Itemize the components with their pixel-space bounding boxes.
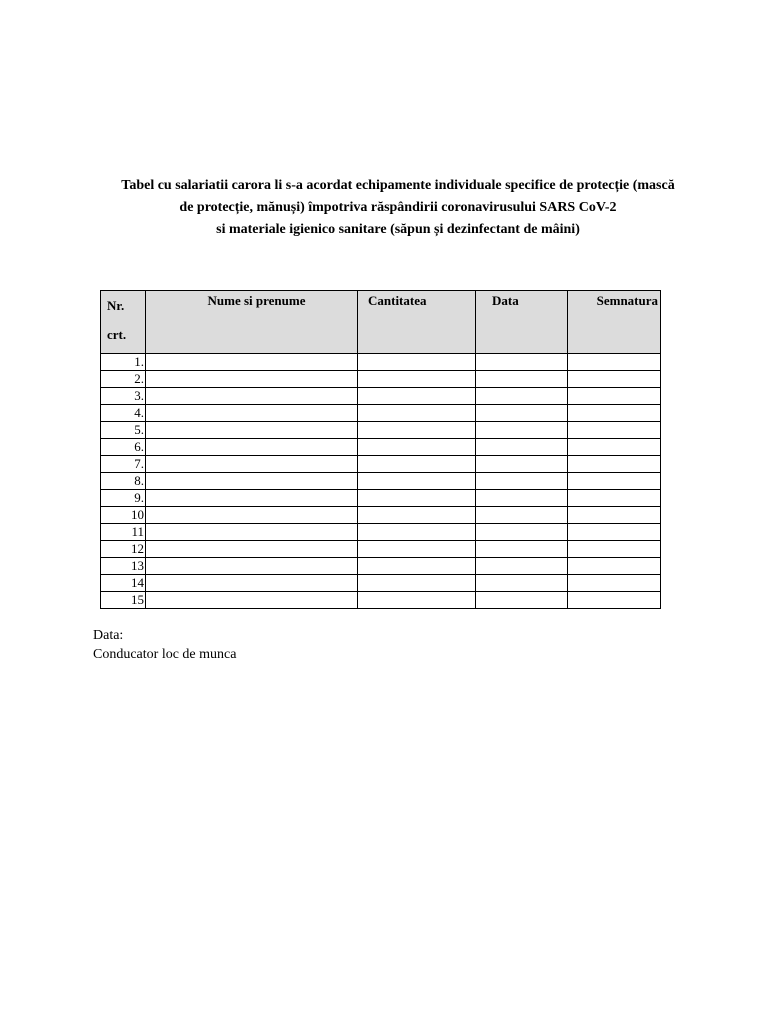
header-nr-line2: crt. — [107, 327, 127, 342]
cell-cantitatea[interactable] — [358, 388, 476, 405]
header-cantitatea: Cantitatea — [358, 291, 476, 354]
cell-semnatura[interactable] — [568, 354, 661, 371]
cell-nume[interactable] — [146, 405, 358, 422]
cell-cantitatea[interactable] — [358, 439, 476, 456]
title-line-3: si materiale igienico sanitare (săpun și dezinfectant de mâini) — [216, 222, 580, 237]
cell-semnatura[interactable] — [568, 473, 661, 490]
cell-semnatura[interactable] — [568, 524, 661, 541]
table-row — [101, 388, 661, 405]
table-row — [101, 541, 661, 558]
cell-semnatura[interactable] — [568, 388, 661, 405]
cell-nume[interactable] — [146, 541, 358, 558]
employee-protection-table — [100, 290, 661, 609]
row-number: 5. — [101, 422, 146, 439]
cell-semnatura[interactable] — [568, 575, 661, 592]
table-row — [101, 507, 661, 524]
cell-nume[interactable] — [146, 592, 358, 609]
row-number: 15 — [101, 592, 146, 609]
table-row — [101, 524, 661, 541]
row-number: 4. — [101, 405, 146, 422]
table-row — [101, 490, 661, 507]
footer-data-label: Data: — [93, 628, 124, 643]
cell-data[interactable] — [476, 507, 568, 524]
table-row — [101, 371, 661, 388]
cell-nume[interactable] — [146, 354, 358, 371]
cell-data[interactable] — [476, 456, 568, 473]
table-row — [101, 592, 661, 609]
table-header-row — [101, 291, 661, 354]
row-number: 2. — [101, 371, 146, 388]
cell-nume[interactable] — [146, 558, 358, 575]
row-number: 8. — [101, 473, 146, 490]
cell-nume[interactable] — [146, 456, 358, 473]
document-footer — [93, 626, 236, 664]
row-number: 10 — [101, 507, 146, 524]
cell-semnatura[interactable] — [568, 371, 661, 388]
cell-cantitatea[interactable] — [358, 354, 476, 371]
cell-cantitatea[interactable] — [358, 371, 476, 388]
cell-semnatura[interactable] — [568, 541, 661, 558]
cell-nume[interactable] — [146, 439, 358, 456]
row-number: 12 — [101, 541, 146, 558]
table-row — [101, 422, 661, 439]
row-number: 6. — [101, 439, 146, 456]
cell-nume[interactable] — [146, 388, 358, 405]
header-nr-crt — [101, 291, 146, 354]
row-number: 13 — [101, 558, 146, 575]
table-row — [101, 354, 661, 371]
cell-data[interactable] — [476, 388, 568, 405]
cell-semnatura[interactable] — [568, 422, 661, 439]
cell-data[interactable] — [476, 405, 568, 422]
cell-cantitatea[interactable] — [358, 456, 476, 473]
cell-semnatura[interactable] — [568, 490, 661, 507]
cell-data[interactable] — [476, 439, 568, 456]
cell-semnatura[interactable] — [568, 439, 661, 456]
cell-cantitatea[interactable] — [358, 405, 476, 422]
table-row — [101, 558, 661, 575]
header-semnatura: Semnatura — [568, 291, 661, 354]
row-number: 14 — [101, 575, 146, 592]
table-row — [101, 456, 661, 473]
cell-nume[interactable] — [146, 507, 358, 524]
cell-semnatura[interactable] — [568, 558, 661, 575]
cell-nume[interactable] — [146, 575, 358, 592]
cell-nume[interactable] — [146, 473, 358, 490]
cell-cantitatea[interactable] — [358, 558, 476, 575]
footer-conducator-label: Conducator loc de munca — [93, 647, 237, 662]
cell-data[interactable] — [476, 422, 568, 439]
cell-data[interactable] — [476, 558, 568, 575]
cell-cantitatea[interactable] — [358, 592, 476, 609]
row-number: 3. — [101, 388, 146, 405]
cell-nume[interactable] — [146, 422, 358, 439]
title-line-2: de protecție, mănuși) împotriva răspândirii coronavirusului SARS CoV-2 — [179, 200, 617, 215]
cell-data[interactable] — [476, 541, 568, 558]
cell-nume[interactable] — [146, 524, 358, 541]
cell-data[interactable] — [476, 371, 568, 388]
cell-nume[interactable] — [146, 490, 358, 507]
row-number: 1. — [101, 354, 146, 371]
cell-cantitatea[interactable] — [358, 473, 476, 490]
table-row — [101, 405, 661, 422]
cell-semnatura[interactable] — [568, 456, 661, 473]
header-data: Data — [476, 291, 568, 354]
cell-cantitatea[interactable] — [358, 541, 476, 558]
table-row — [101, 575, 661, 592]
row-number: 9. — [101, 490, 146, 507]
cell-semnatura[interactable] — [568, 592, 661, 609]
cell-data[interactable] — [476, 592, 568, 609]
cell-cantitatea[interactable] — [358, 507, 476, 524]
cell-nume[interactable] — [146, 371, 358, 388]
cell-data[interactable] — [476, 575, 568, 592]
cell-data[interactable] — [476, 490, 568, 507]
row-number: 11 — [101, 524, 146, 541]
cell-cantitatea[interactable] — [358, 575, 476, 592]
header-nr-line1: Nr. — [107, 298, 125, 313]
cell-semnatura[interactable] — [568, 507, 661, 524]
cell-cantitatea[interactable] — [358, 422, 476, 439]
cell-data[interactable] — [476, 473, 568, 490]
cell-semnatura[interactable] — [568, 405, 661, 422]
table-row — [101, 473, 661, 490]
table-row — [101, 439, 661, 456]
row-number: 7. — [101, 456, 146, 473]
cell-data[interactable] — [476, 524, 568, 541]
header-nume-prenume: Nume si prenume — [146, 291, 358, 354]
cell-cantitatea[interactable] — [358, 524, 476, 541]
cell-cantitatea[interactable] — [358, 490, 476, 507]
document-title — [60, 175, 736, 241]
cell-data[interactable] — [476, 354, 568, 371]
title-line-1: Tabel cu salariatii carora li s-a acordat echipamente individuale specifice de protecție (mască — [121, 178, 675, 193]
